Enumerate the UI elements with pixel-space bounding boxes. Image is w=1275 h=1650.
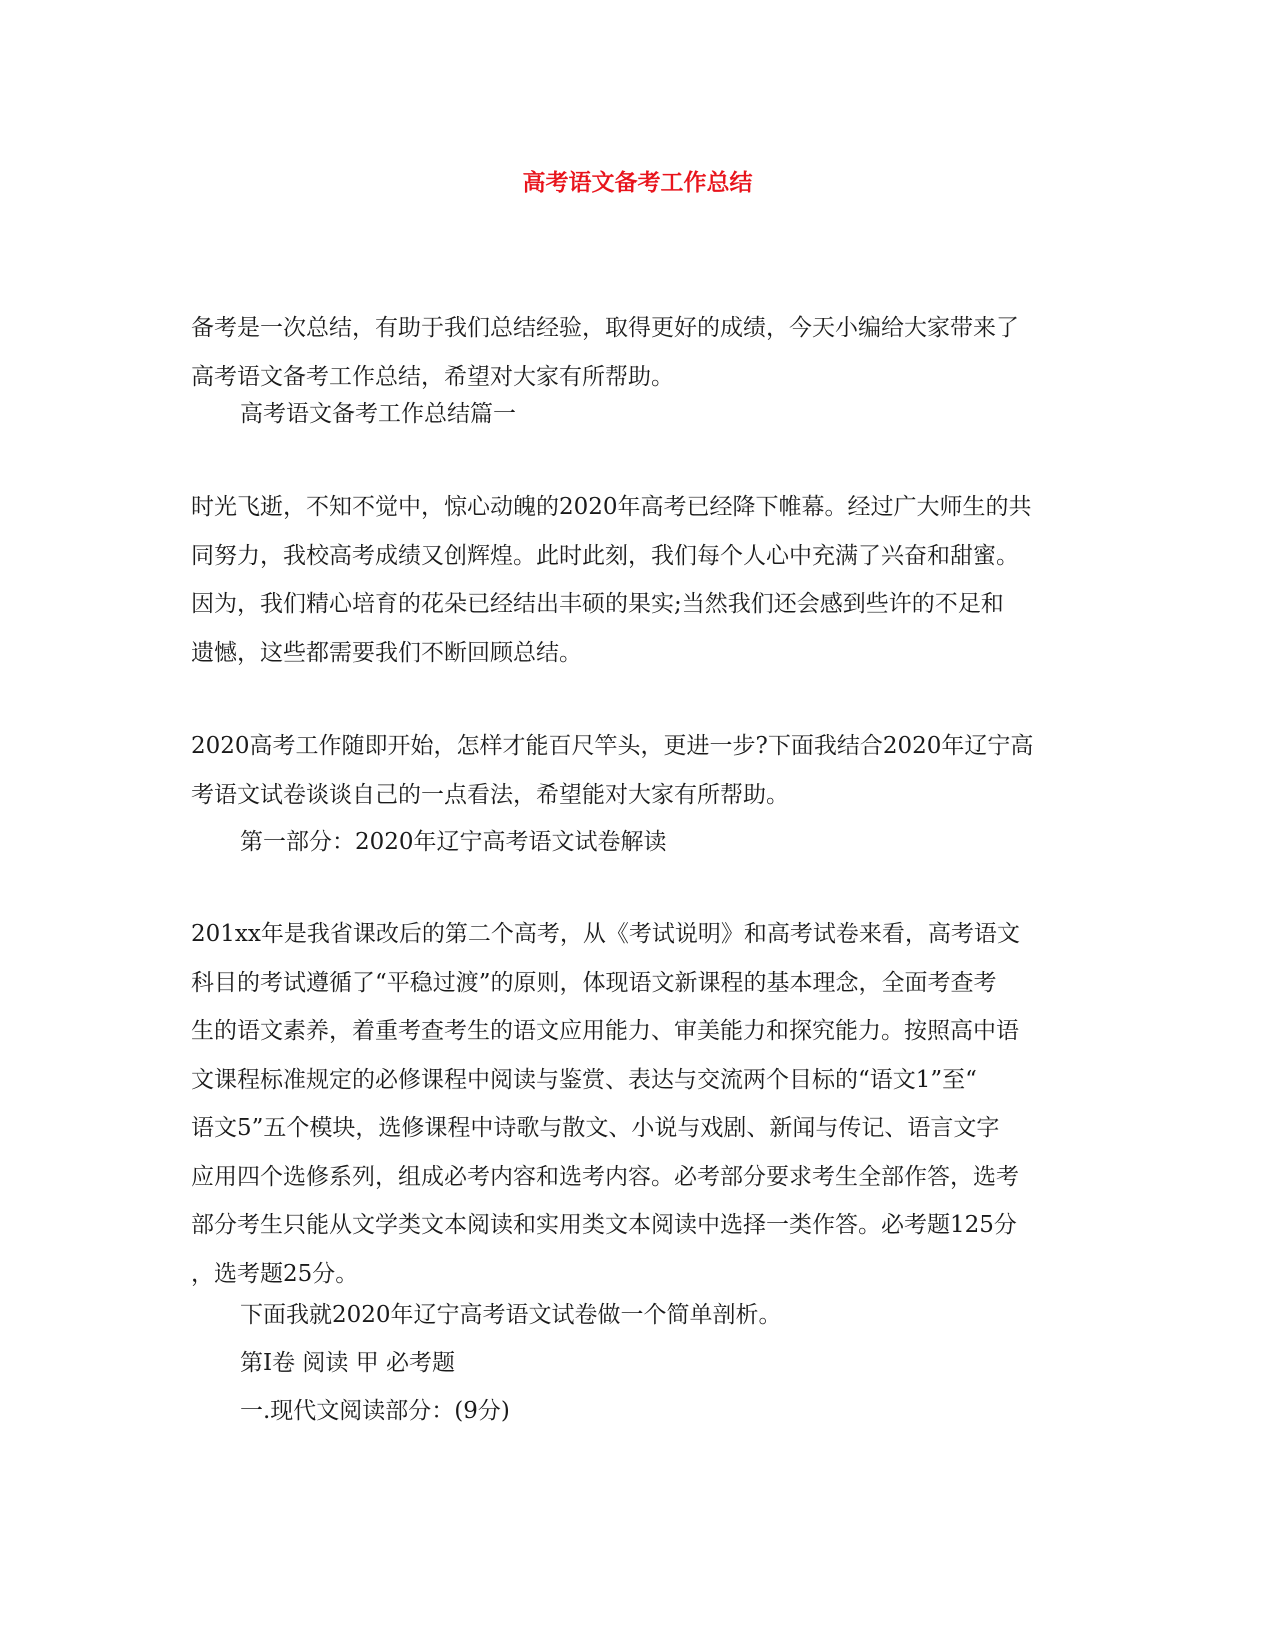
text-line: 应用四个选修系列，组成必考内容和选考内容。必考部分要求考生全部作答，选考 [191, 1163, 1019, 1190]
text-line: 下面我就2020年辽宁高考语文试卷做一个简单剖析。 [240, 1302, 782, 1328]
section-heading-modern-reading [191, 1387, 1140, 1436]
document-title: 高考语文备考工作总结 [522, 169, 753, 196]
text-line: 文课程标准规定的必修课程中阅读与鉴赏、表达与交流两个目标的“语文1”至“ [191, 1066, 977, 1093]
text-line: 部分考生只能从文学类文本阅读和实用类文本阅读中选择一类作答。必考题125分 [191, 1212, 1017, 1238]
volume-heading [191, 1339, 1140, 1388]
text-line: 2020高考工作随即开始，怎样才能百尺竿头，更进一步?下面我结合2020年辽宁高 [191, 733, 1034, 759]
text-line: 高考语文备考工作总结，希望对大家有所帮助。 [191, 363, 674, 390]
text-line: 同努力，我校高考成绩又创辉煌。此时此刻，我们每个人心中充满了兴奋和甜蜜。 [191, 542, 1019, 569]
text-line: ，选考题25分。 [191, 1260, 359, 1287]
text-line: 遗憾，这些都需要我们不断回顾总结。 [191, 639, 582, 666]
text-line: 备考是一次总结，有助于我们总结经验，取得更好的成绩，今天小编给大家带来了 [191, 315, 1019, 341]
text-line: 高考语文备考工作总结篇一 [240, 401, 516, 427]
text-line: 因为，我们精心培育的花朵已经结出丰硕的果实;当然我们还会感到些许的不足和 [191, 591, 1004, 617]
paragraph-3 [191, 910, 1091, 1298]
text-line: 语文5”五个模块，选修课程中诗歌与散文、小说与戏剧、新闻与传记、语言文字 [191, 1115, 1000, 1141]
section-heading-2 [191, 818, 1140, 867]
text-line: 生的语文素养，着重考查考生的语文应用能力、审美能力和探究能力。按照高中语 [191, 1018, 1019, 1044]
text-line: 第一部分：2020年辽宁高考语文试卷解读 [240, 829, 667, 855]
text-line: 一.现代文阅读部分：(9分) [240, 1398, 510, 1424]
text-line: 科目的考试遵循了“平稳过渡”的原则，体现语文新课程的基本理念，全面考查考 [191, 969, 997, 996]
section-heading-1 [191, 390, 1140, 439]
text-line: 第Ⅰ卷 阅读 甲 必考题 [240, 1350, 456, 1376]
text-line: 201xx年是我省课改后的第二个高考，从《考试说明》和高考试卷来看，高考语文 [191, 921, 1020, 947]
paragraph-2 [191, 722, 1091, 819]
intro-paragraph [191, 304, 1091, 401]
text-line: 时光飞逝，不知不觉中，惊心动魄的2020年高考已经降下帷幕。经过广大师生的共 [191, 494, 1032, 520]
text-line: 考语文试卷谈谈自己的一点看法，希望能对大家有所帮助。 [191, 781, 789, 808]
paragraph-1 [191, 483, 1091, 677]
analysis-intro-line [191, 1291, 1140, 1340]
